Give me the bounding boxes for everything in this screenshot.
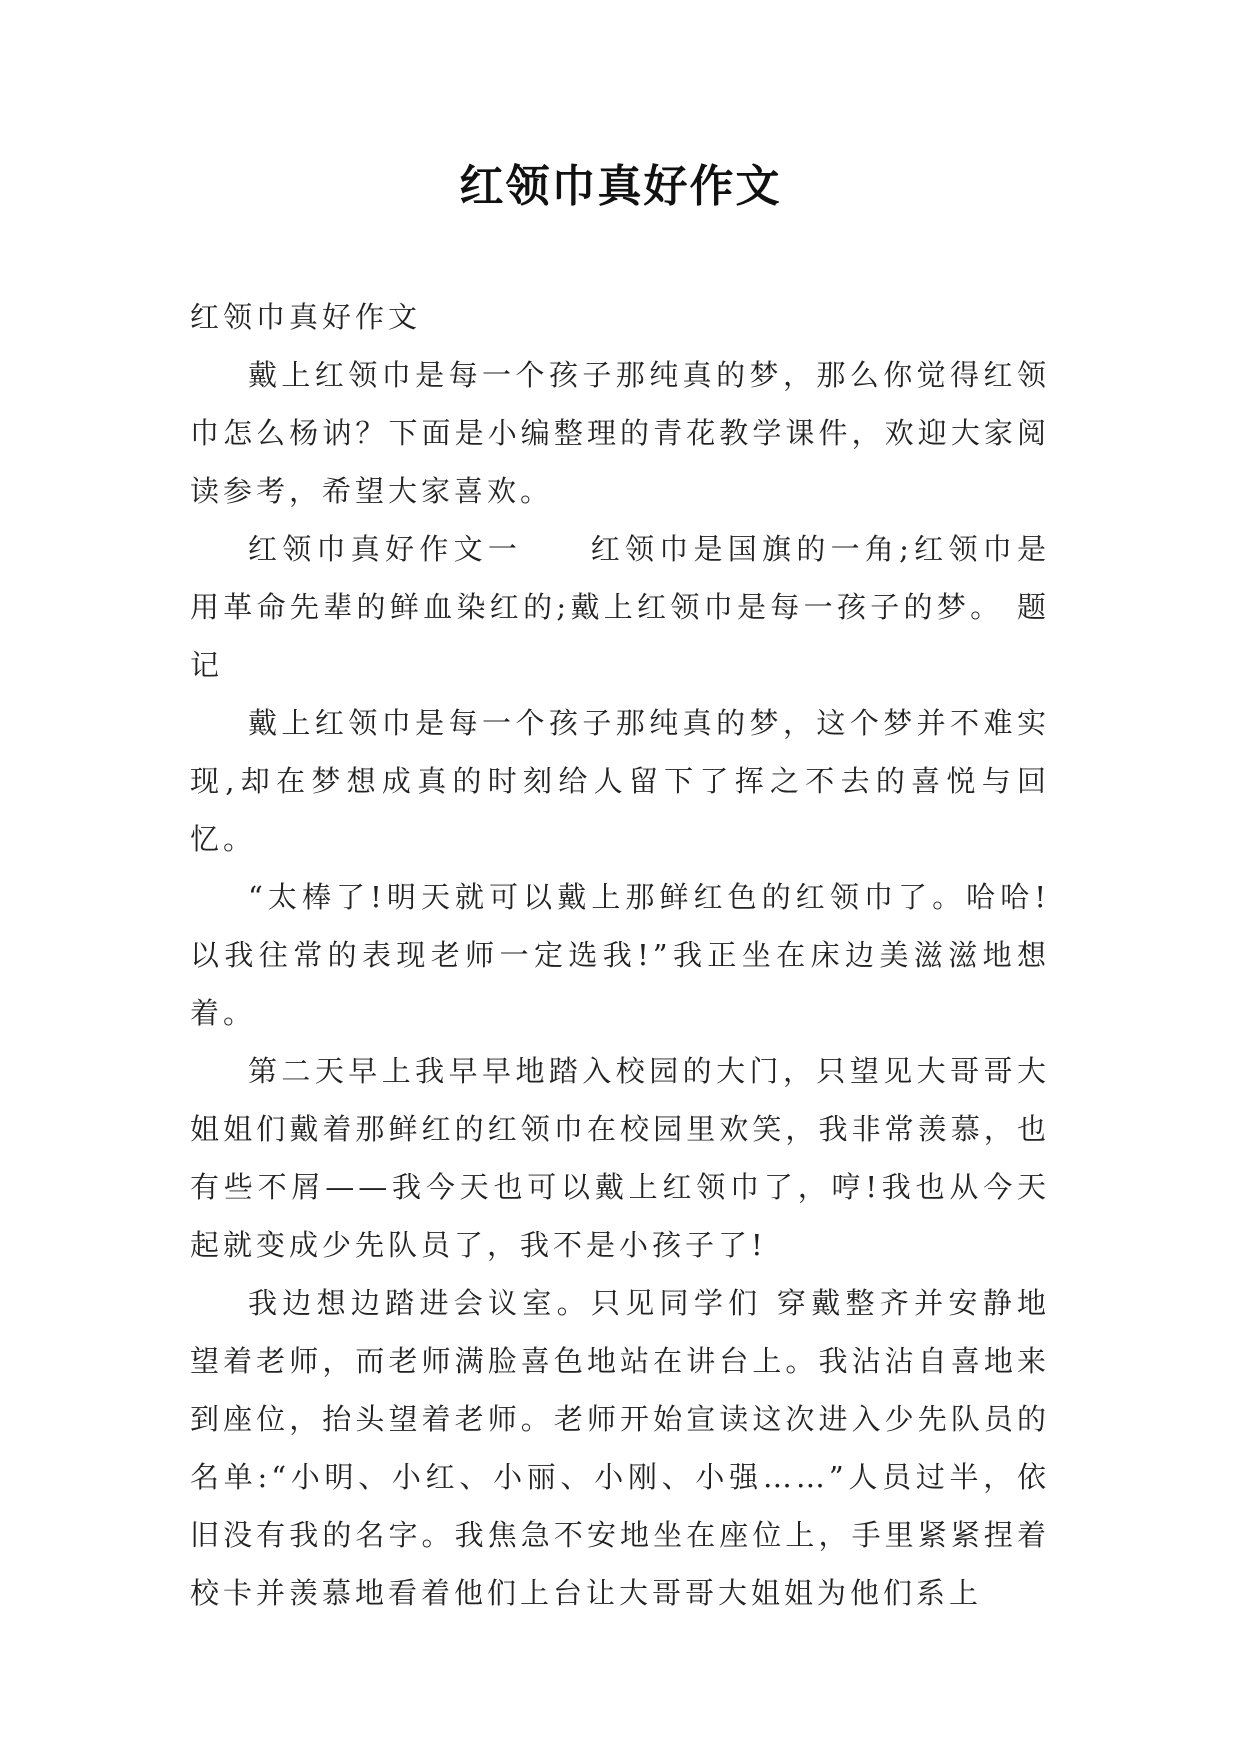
document-subtitle: 红领巾真好作文 (190, 300, 422, 334)
paragraph-section-heading: 红领巾真好作文一 红领巾是国旗的一角;红领巾是用革命先辈的鲜血染红的;戴上红领巾是每一孩子的梦。 题记 (190, 532, 1050, 682)
paragraph-dream: 戴上红领巾是每一个孩子那纯真的梦，这个梦并不难实现,却在梦想成真的时刻给人留下了挥之不去的喜悦与回忆。 (190, 706, 1050, 856)
paragraph-next-day: 第二天早上我早早地踏入校园的大门，只望见大哥哥大姐姐们戴着那鲜红的红领巾在校园里欢笑，我非常羡慕，也有些不屑——我今天也可以戴上红领巾了，哼!我也从今天起就变成少先队员了，我不是小孩子了! (190, 1054, 1050, 1262)
page-title: 红领巾真好作文 (459, 161, 782, 212)
document-body (190, 288, 1050, 1622)
paragraph-meeting-room: 我边想边踏进会议室。只见同学们 穿戴整齐并安静地望着老师，而老师满脸喜色地站在讲台上。我沾沾自喜地来到座位，抬头望着老师。老师开始宣读这次进入少先队员的名单:“小明、小红、小丽、小刚、小强……”人员过半，依旧没有我的名字。我焦急不安地坐在座位上，手里紧紧捏着校卡并羡慕地看着他们上台让大哥哥大姐姐为他们系上 (190, 1286, 1050, 1610)
paragraph-intro: 戴上红领巾是每一个孩子那纯真的梦，那么你觉得红领巾怎么杨讷？下面是小编整理的青花教学课件，欢迎大家阅读参考，希望大家喜欢。 (190, 358, 1050, 508)
paragraph-quote: “太棒了!明天就可以戴上那鲜红色的红领巾了。哈哈!以我往常的表现老师一定选我!”我正坐在床边美滋滋地想着。 (190, 880, 1050, 1030)
